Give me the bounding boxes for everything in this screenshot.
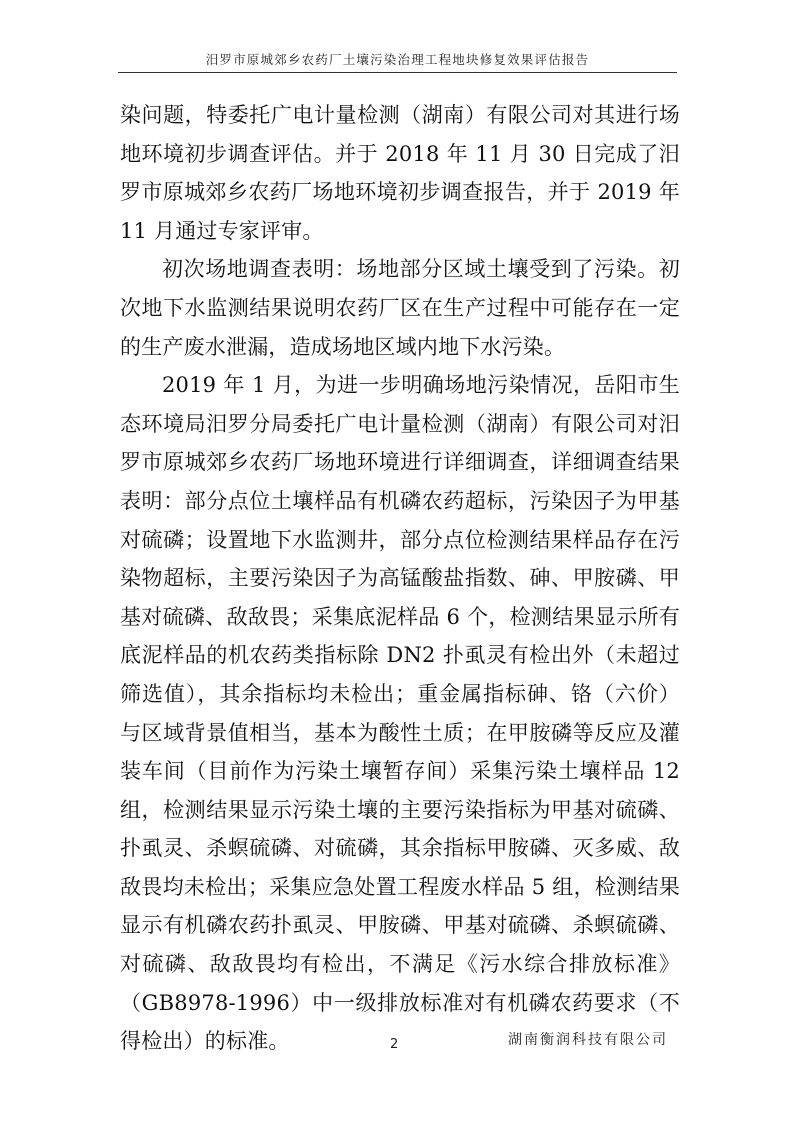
document-body [120, 96, 680, 1061]
header-divider [118, 72, 677, 73]
footer-company-name: 湖南衡润科技有限公司 [508, 1032, 668, 1048]
paragraph-continuation: 染问题，特委托广电计量检测（湖南）有限公司对其进行场地环境初步调查评估。并于 2018 年 11 月 30 日完成了汨罗市原城郊乡农药厂场地环境初步调查报告，并于 2019 年 11 月通过专家评审。 [120, 103, 680, 243]
paragraph-detailed-survey: 2019 年 1 月，为进一步明确场地污染情况，岳阳市生态环境局汨罗分局委托广电计量检测（湖南）有限公司对汨罗市原城郊乡农药厂场地环境进行详细调查，详细调查结果表明：部分点位土壤样品有机磷农药超标，污染因子为甲基对硫磷；设置地下水监测井，部分点位检测结果样品存在污染物超标，主要污染因子为高锰酸盐指数、砷、甲胺磷、甲基对硫磷、敌敌畏；采集底泥样品 6 个，检测结果显示所有底泥样品的机农药类指标除 DN2 扑虱灵有检出外（未超过筛选值），其余指标均未检出；重金属指标砷、铬（六价）与区域背景值相当，基本为酸性土质；在甲胺磷等反应及灌装车间（目前作为污染土壤暂存间）采集污染土壤样品 12 组，检测结果显示污染土壤的主要污染指标为甲基对硫磷、扑虱灵、杀螟硫磷、对硫磷，其余指标甲胺磷、灭多威、敌敌畏均未检出；采集应急处置工程废水样品 5 组，检测结果显示有机磷农药扑虱灵、甲胺磷、甲基对硫磷、杀螟硫磷、对硫磷、敌敌畏均有检出，不满足《污水综合排放标准》（GB8978-1996）中一级排放标准对有机磷农药要求（不得检出）的标准。 [120, 373, 680, 1054]
running-header: 汨罗市原城郊乡农药厂土壤污染治理工程地块修复效果评估报告 [205, 52, 590, 67]
paragraph-initial-survey: 初次场地调查表明：场地部分区域土壤受到了污染。初次地下水监测结果说明农药厂区在生产过程中可能存在一定的生产废水泄漏，造成场地区域内地下水污染。 [120, 257, 680, 359]
page-number: 2 [390, 1037, 399, 1052]
